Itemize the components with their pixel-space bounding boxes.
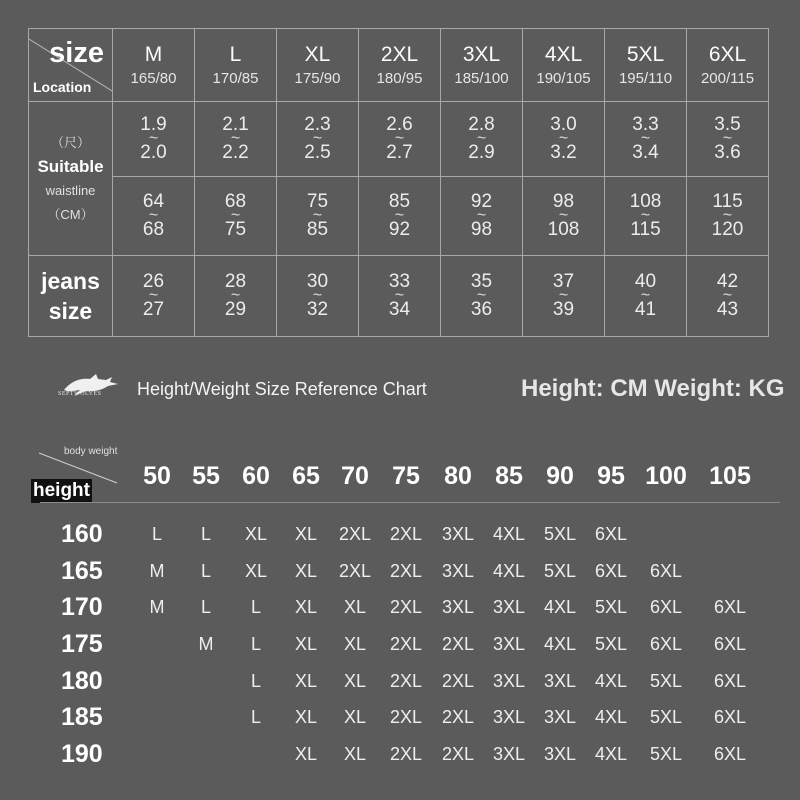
- range-tilde: ~: [394, 207, 405, 224]
- range-tilde: ~: [394, 130, 405, 147]
- weight-column-header: 50: [143, 462, 171, 490]
- height-row-header: 180: [61, 667, 103, 695]
- size-cell: L: [200, 561, 212, 581]
- waist-chi-cell: [441, 102, 523, 177]
- size-cell: 5XL: [543, 561, 577, 581]
- size-cell: XL: [343, 707, 367, 727]
- size-cell: 3XL: [441, 561, 475, 581]
- waist-cm-cell: [605, 177, 687, 256]
- size-cell: 3XL: [492, 597, 526, 617]
- size-table: [28, 28, 769, 337]
- size-cell: 5XL: [543, 524, 577, 544]
- jeans-size-cell: [277, 256, 359, 337]
- size-cell: M: [149, 597, 165, 617]
- brand-name: SEPTWOLVES: [58, 391, 102, 397]
- jeans-label-cell: [29, 256, 113, 337]
- range-tilde: ~: [230, 207, 241, 224]
- size-cell: 2XL: [441, 707, 475, 727]
- jeans-size-cell: [687, 256, 769, 337]
- range-tilde: ~: [230, 130, 241, 147]
- wolf-logo-icon: [60, 370, 124, 404]
- jeans-size-max: 36: [470, 299, 493, 320]
- height-row-header: 175: [61, 630, 103, 658]
- range-tilde: ~: [640, 287, 651, 304]
- waist-cm-max: 98: [470, 219, 493, 240]
- waist-cm-cell: [687, 177, 769, 256]
- size-cell: L: [200, 597, 212, 617]
- jeans-size-max: 39: [552, 299, 575, 320]
- waist-cm-max: 120: [711, 219, 744, 240]
- size-cell: M: [149, 561, 165, 581]
- range-tilde: ~: [722, 130, 733, 147]
- waist-chi-max: 2.7: [386, 142, 413, 163]
- header-divider: [40, 502, 780, 503]
- waist-chi-max: 2.0: [140, 142, 167, 163]
- size-cell: 2XL: [389, 634, 423, 654]
- range-tilde: ~: [558, 287, 569, 304]
- size-cell: 3XL: [492, 707, 526, 727]
- waist-chi-max: 2.9: [468, 142, 495, 163]
- size-cell: XL: [343, 597, 367, 617]
- waist-cm-min: 75: [306, 191, 329, 212]
- size-cell: 6XL: [713, 707, 747, 727]
- size-cell: M: [198, 634, 214, 654]
- size-cell: 4XL: [492, 524, 526, 544]
- size-cell: 2XL: [441, 744, 475, 764]
- size-col-3xl: 3XL 185/100: [441, 29, 523, 102]
- waist-cm-cell: [359, 177, 441, 256]
- waist-cm-min: 85: [388, 191, 411, 212]
- corner-cell: [29, 29, 113, 102]
- size-cell: 3XL: [441, 597, 475, 617]
- range-tilde: ~: [476, 287, 487, 304]
- range-tilde: ~: [558, 207, 569, 224]
- waist-chi-max: 3.6: [714, 142, 741, 163]
- size-cell: 3XL: [543, 671, 577, 691]
- size-cell: 4XL: [543, 634, 577, 654]
- jeans-size-min: 26: [142, 271, 165, 292]
- range-tilde: ~: [722, 287, 733, 304]
- size-cell: 5XL: [649, 671, 683, 691]
- size-cell: L: [151, 524, 163, 544]
- size-col-m: M 165/80: [113, 29, 195, 102]
- waist-chi-cell: [359, 102, 441, 177]
- size-cell: 3XL: [441, 524, 475, 544]
- size-cell: 2XL: [338, 561, 372, 581]
- jeans-size-cell: [113, 256, 195, 337]
- waist-cm-row: [29, 177, 769, 256]
- corner-size-label: size: [49, 37, 104, 69]
- size-cell: 2XL: [389, 561, 423, 581]
- jeans-size-max: 34: [388, 299, 411, 320]
- jeans-size-cell: [359, 256, 441, 337]
- waist-chi-max: 2.2: [222, 142, 249, 163]
- size-cell: 6XL: [713, 671, 747, 691]
- waist-cm-max: 108: [547, 219, 580, 240]
- size-cell: XL: [244, 524, 268, 544]
- jeans-size-max: 27: [142, 299, 165, 320]
- waist-cm-min: 68: [224, 191, 247, 212]
- range-tilde: ~: [640, 130, 651, 147]
- size-cell: 5XL: [594, 597, 628, 617]
- height-row-header: 160: [61, 520, 103, 548]
- waist-chi-min: 2.8: [468, 114, 495, 135]
- waist-chi-row: [29, 102, 769, 177]
- waist-chi-max: 2.5: [304, 142, 331, 163]
- size-cell: 3XL: [543, 707, 577, 727]
- jeans-size-cell: [523, 256, 605, 337]
- waist-cm-cell: [195, 177, 277, 256]
- size-cell: 6XL: [649, 597, 683, 617]
- waist-chi-max: 3.2: [550, 142, 577, 163]
- size-header-row: [29, 29, 769, 102]
- range-tilde: ~: [312, 130, 323, 147]
- size-cell: XL: [294, 744, 318, 764]
- waist-chi-min: 3.3: [632, 114, 659, 135]
- waist-cm-min: 92: [470, 191, 493, 212]
- jeans-size-cell: [195, 256, 277, 337]
- jeans-size-min: 28: [224, 271, 247, 292]
- size-cell: L: [250, 597, 262, 617]
- height-row-header: 170: [61, 593, 103, 621]
- waist-cm-cell: [277, 177, 359, 256]
- jeans-size-max: 32: [306, 299, 329, 320]
- range-tilde: ~: [476, 207, 487, 224]
- jeans-size-cell: [441, 256, 523, 337]
- jeans-size-max: 41: [634, 299, 657, 320]
- jeans-size-min: 30: [306, 271, 329, 292]
- size-cell: XL: [343, 671, 367, 691]
- size-cell: XL: [294, 561, 318, 581]
- weight-column-header: 80: [444, 462, 472, 490]
- size-cell: 3XL: [492, 671, 526, 691]
- size-col-xl: XL 175/90: [277, 29, 359, 102]
- waist-chi-min: 3.0: [550, 114, 577, 135]
- size-cell: 6XL: [594, 561, 628, 581]
- waist-cm-min: 64: [142, 191, 165, 212]
- size-cell: L: [200, 524, 212, 544]
- waist-cm-max: 75: [224, 219, 247, 240]
- size-cell: 3XL: [492, 634, 526, 654]
- weight-column-header: 55: [192, 462, 220, 490]
- size-cell: 2XL: [389, 744, 423, 764]
- size-cell: XL: [294, 707, 318, 727]
- weight-column-header: 100: [645, 462, 687, 490]
- size-cell: XL: [343, 744, 367, 764]
- jeans-size-max: 29: [224, 299, 247, 320]
- waist-chi-min: 2.3: [304, 114, 331, 135]
- waist-label-sub: waistline: [45, 182, 96, 198]
- waist-chi-cell: [113, 102, 195, 177]
- size-cell: 6XL: [713, 597, 747, 617]
- size-cell: 2XL: [389, 524, 423, 544]
- size-cell: 3XL: [492, 744, 526, 764]
- size-cell: 4XL: [594, 744, 628, 764]
- jeans-size-min: 33: [388, 271, 411, 292]
- waist-unit-cm: （CM）: [47, 206, 94, 222]
- size-cell: L: [250, 707, 262, 727]
- waist-chi-max: 3.4: [632, 142, 659, 163]
- weight-column-header: 65: [292, 462, 320, 490]
- size-cell: XL: [294, 671, 318, 691]
- waist-chi-cell: [277, 102, 359, 177]
- range-tilde: ~: [148, 207, 159, 224]
- size-cell: 2XL: [389, 671, 423, 691]
- waist-cm-cell: [523, 177, 605, 256]
- size-cell: 2XL: [338, 524, 372, 544]
- body-weight-label: body weight: [64, 446, 118, 457]
- waist-cm-max: 115: [630, 219, 661, 240]
- waist-cm-max: 92: [388, 219, 411, 240]
- size-cell: 3XL: [543, 744, 577, 764]
- waist-cm-min: 108: [629, 191, 662, 212]
- size-cell: L: [250, 671, 262, 691]
- height-row-header: 165: [61, 557, 103, 585]
- size-cell: 2XL: [441, 671, 475, 691]
- waist-chi-min: 1.9: [140, 114, 167, 135]
- jeans-size-min: 42: [716, 271, 739, 292]
- size-cell: 4XL: [543, 597, 577, 617]
- size-col-2xl: 2XL 180/95: [359, 29, 441, 102]
- waist-cm-cell: [113, 177, 195, 256]
- jeans-size-cell: [605, 256, 687, 337]
- size-cell: 6XL: [649, 561, 683, 581]
- size-cell: 5XL: [649, 744, 683, 764]
- size-col-l: L 170/85: [195, 29, 277, 102]
- waist-chi-cell: [687, 102, 769, 177]
- weight-column-header: 75: [392, 462, 420, 490]
- size-col-5xl: 5XL 195/110: [605, 29, 687, 102]
- jeans-size-min: 40: [634, 271, 657, 292]
- size-cell: 4XL: [492, 561, 526, 581]
- waist-cm-cell: [441, 177, 523, 256]
- waist-cm-max: 68: [142, 219, 165, 240]
- jeans-label-line2: size: [48, 298, 93, 324]
- range-tilde: ~: [476, 130, 487, 147]
- size-cell: 6XL: [649, 634, 683, 654]
- waist-chi-cell: [523, 102, 605, 177]
- waist-cm-min: 115: [712, 191, 743, 212]
- range-tilde: ~: [312, 207, 323, 224]
- size-cell: 2XL: [441, 634, 475, 654]
- weight-column-header: 90: [546, 462, 574, 490]
- range-tilde: ~: [312, 287, 323, 304]
- waist-chi-min: 3.5: [714, 114, 741, 135]
- units-note: Height: CM Weight: KG: [521, 375, 785, 402]
- height-row-header: 190: [61, 740, 103, 768]
- waist-label-main: Suitable: [37, 156, 104, 176]
- size-cell: 6XL: [713, 744, 747, 764]
- range-tilde: ~: [148, 130, 159, 147]
- jeans-size-max: 43: [716, 299, 739, 320]
- jeans-label-line1: jeans: [41, 268, 100, 294]
- waist-chi-min: 2.6: [386, 114, 413, 135]
- waist-chi-min: 2.1: [222, 114, 249, 135]
- weight-column-header: 95: [597, 462, 625, 490]
- weight-column-header: 85: [495, 462, 523, 490]
- range-tilde: ~: [558, 130, 569, 147]
- size-cell: 4XL: [594, 671, 628, 691]
- waist-cm-min: 98: [552, 191, 575, 212]
- size-cell: 5XL: [649, 707, 683, 727]
- waist-unit-chi: （尺）: [50, 134, 90, 150]
- size-cell: L: [250, 634, 262, 654]
- size-cell: 5XL: [594, 634, 628, 654]
- waist-label-cell: [29, 102, 113, 256]
- corner-location-label: Location: [33, 79, 92, 95]
- range-tilde: ~: [230, 287, 241, 304]
- size-cell: 2XL: [389, 597, 423, 617]
- size-cell: XL: [294, 634, 318, 654]
- range-tilde: ~: [394, 287, 405, 304]
- jeans-size-min: 35: [470, 271, 493, 292]
- size-cell: XL: [294, 597, 318, 617]
- size-cell: 2XL: [389, 707, 423, 727]
- size-col-6xl: 6XL 200/115: [687, 29, 769, 102]
- size-cell: 4XL: [594, 707, 628, 727]
- jeans-size-row: [29, 256, 769, 337]
- range-tilde: ~: [722, 207, 733, 224]
- waist-chi-cell: [605, 102, 687, 177]
- size-cell: XL: [343, 634, 367, 654]
- waist-chi-cell: [195, 102, 277, 177]
- size-cell: 6XL: [713, 634, 747, 654]
- size-col-4xl: 4XL 190/105: [523, 29, 605, 102]
- weight-column-header: 60: [242, 462, 270, 490]
- size-cell: XL: [244, 561, 268, 581]
- weight-column-header: 70: [341, 462, 369, 490]
- size-cell: XL: [294, 524, 318, 544]
- range-tilde: ~: [148, 287, 159, 304]
- height-row-header: 185: [61, 703, 103, 731]
- size-cell: 6XL: [594, 524, 628, 544]
- chart-title: Height/Weight Size Reference Chart: [137, 379, 427, 399]
- waist-cm-max: 85: [306, 219, 329, 240]
- jeans-size-min: 37: [552, 271, 575, 292]
- height-label: height: [33, 480, 90, 501]
- weight-column-header: 105: [709, 462, 751, 490]
- range-tilde: ~: [640, 207, 651, 224]
